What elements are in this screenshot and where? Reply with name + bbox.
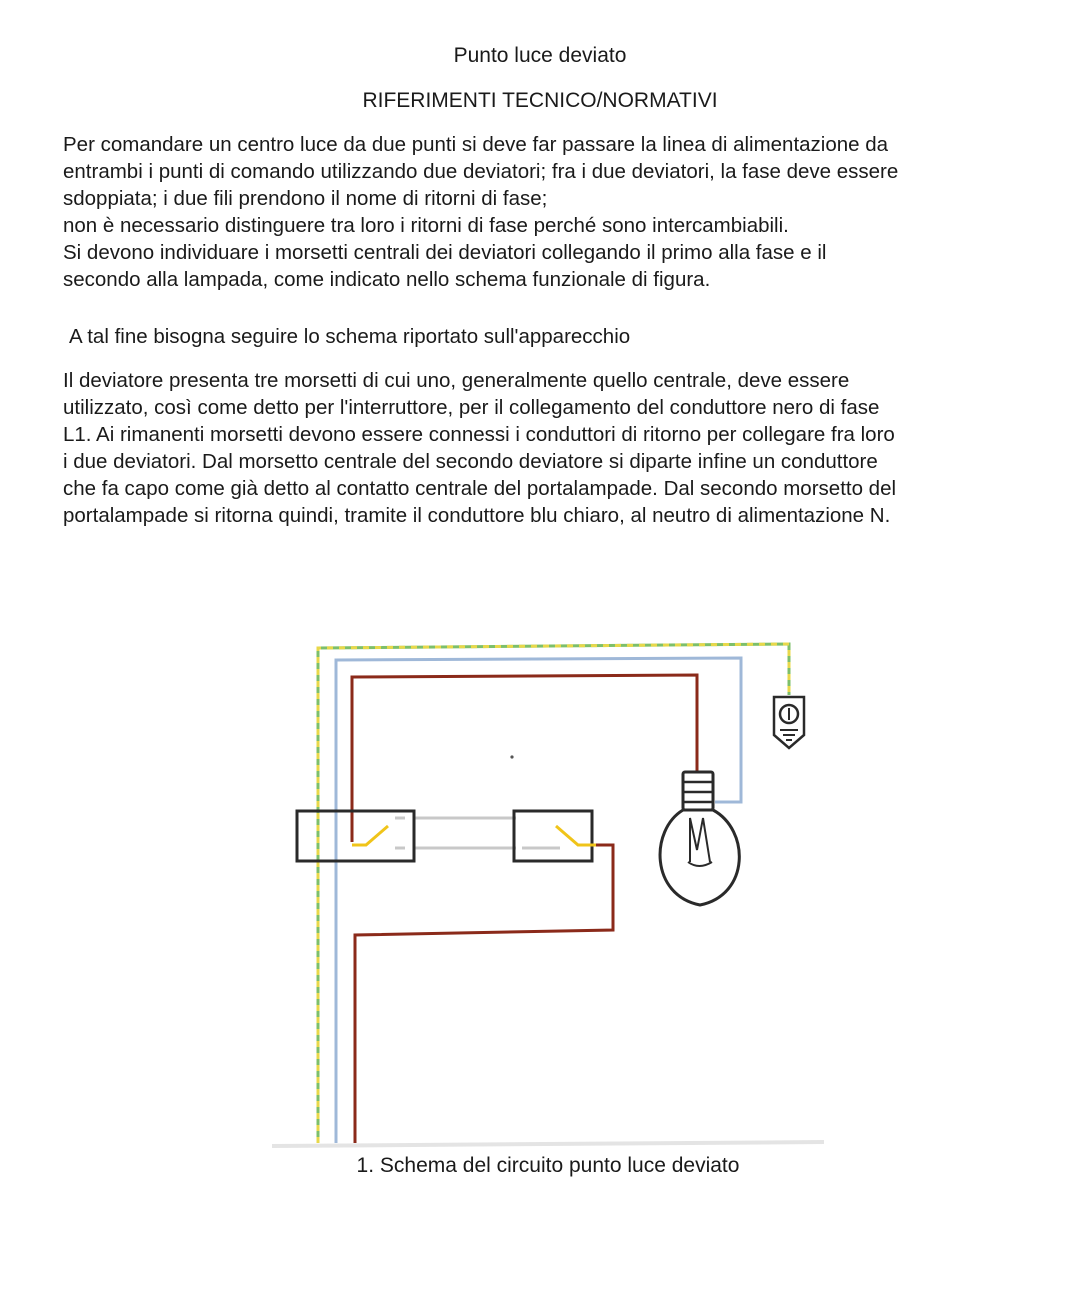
bulb-icon bbox=[660, 772, 739, 905]
text-line: i due deviatori. Dal morsetto centrale del secondo deviatore si diparte infine un conduttore bbox=[63, 450, 878, 473]
text-line: entrambi i punti di comando utilizzando due deviatori; fra i due deviatori, la fase deve essere bbox=[63, 160, 899, 183]
neutral-conductor bbox=[336, 658, 741, 1143]
text-line: che fa capo come già detto al contatto centrale del portalampade. Dal secondo morsetto del bbox=[63, 477, 897, 500]
text-line: non è necessario distinguere tra loro i ritorni di fase perché sono intercambiabili. bbox=[63, 214, 789, 237]
text-line: utilizzato, così come detto per l'interruttore, per il collegamento del conduttore nero di fase bbox=[63, 396, 880, 419]
circuit-diagram bbox=[270, 635, 830, 1155]
text-line: secondo alla lampada, come indicato nello schema funzionale di figura. bbox=[63, 268, 711, 291]
figure-caption: 1. Schema del circuito punto luce deviato bbox=[356, 1154, 740, 1177]
marker-dot bbox=[510, 755, 513, 758]
text-line: sdoppiata; i due fili prendono il nome di ritorni di fase; bbox=[63, 187, 548, 210]
paragraph-description bbox=[63, 367, 1048, 529]
paragraph-instruction: A tal fine bisogna seguire lo schema riportato sull'apparecchio bbox=[69, 325, 631, 348]
page-title: Punto luce deviato bbox=[453, 44, 627, 67]
switch-return-wires bbox=[414, 818, 516, 848]
text-line: portalampade si ritorna quindi, tramite il conduttore blu chiaro, al neutro di alimentazione N. bbox=[63, 504, 891, 527]
deviatore-2 bbox=[514, 811, 596, 861]
text-line: Si devono individuare i morsetti centrali dei deviatori collegando il primo alla fase e il bbox=[63, 241, 827, 264]
paragraph-intro bbox=[63, 131, 1048, 293]
earth-terminal-icon bbox=[774, 697, 804, 748]
section-heading: RIFERIMENTI TECNICO/NORMATIVI bbox=[362, 89, 718, 112]
text-line: Per comandare un centro luce da due punti si deve far passare la linea di alimentazione da bbox=[63, 133, 889, 156]
text-line: Il deviatore presenta tre morsetti di cui uno, generalmente quello centrale, deve essere bbox=[63, 369, 850, 392]
deviatore-1 bbox=[297, 811, 414, 861]
lamp-return-conductor bbox=[355, 845, 613, 1143]
text-line: L1. Ai rimanenti morsetti devono essere connessi i conduttori di ritorno per collegare fra loro bbox=[63, 423, 895, 446]
